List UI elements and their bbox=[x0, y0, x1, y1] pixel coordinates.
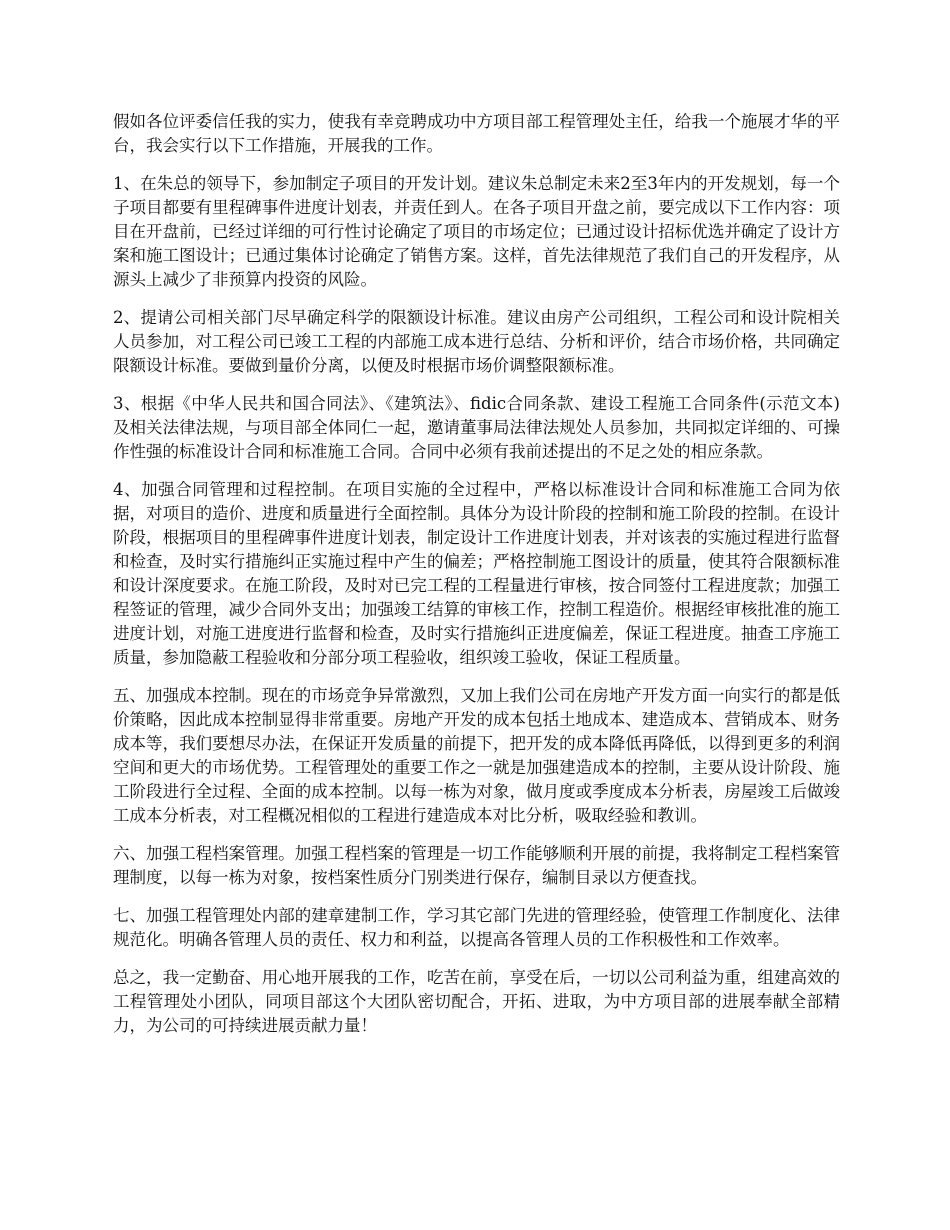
paragraph-conclusion: 总之，我一定勤奋、用心地开展我的工作，吃苦在前，享受在后，一切以公司利益为重，组建高效的工程管理处小团队，同项目部这个大团队密切配合，开拓、进取，为中方项目部的进展奉献全部精力，为公司的可持续进展贡献力量！ bbox=[113, 968, 840, 1035]
paragraph-intro: 假如各位评委信任我的实力，使我有幸竞聘成功中方项目部工程管理处主任，给我一个施展才华的平台，我会实行以下工作措施，开展我的工作。 bbox=[113, 112, 840, 155]
paragraph-item-5: 五、加强成本控制。现在的市场竞争异常激烈，又加上我们公司在房地产开发方面一向实行的都是低价策略，因此成本控制显得非常重要。房地产开发的成本包括土地成本、建造成本、营销成本、财务成本等，我们要想尽办法，在保证开发质量的前提下，把开发的成本降低再降低，以得到更多的利润空间和更大的市场优势。工程管理处的重要工作之一就是加强建造成本的控制，主要从设计阶段、施工阶段进行全过程、全面的成本控制。以每一栋为对象，做月度或季度成本分析表，房屋竣工后做竣工成本分析表，对工程概况相似的工程进行建造成本对比分析，吸取经验和教训。 bbox=[113, 686, 840, 825]
paragraph-item-4: 4、加强合同管理和过程控制。在项目实施的全过程中，严格以标准设计合同和标准施工合同为依据，对项目的造价、进度和质量进行全面控制。具体分为设计阶段的控制和施工阶段的控制。在设计阶段，根据项目的里程碑事件进度计划表，制定设计工作进度计划表，并对该表的实施过程进行监督和检查，及时实行措施纠正实施过程中产生的偏差；严格控制施工图设计的质量，使其符合限额标准和设计深度要求。在施工阶段，及时对已完工程的工程量进行审核，按合同签付工程进度款；加强工程签证的管理，减少合同外支出；加强竣工结算的审核工作，控制工程造价。根据经审核批准的施工进度计划，对施工进度进行监督和检查，及时实行措施纠正进度偏差，保证工程进度。抽查工序施工质量，参加隐蔽工程验收和分部分项工程验收，组织竣工验收，保证工程质量。 bbox=[113, 480, 840, 667]
document-body bbox=[113, 110, 840, 1052]
paragraph-item-7: 七、加强工程管理处内部的建章建制工作，学习其它部门先进的管理经验，使管理工作制度化、法律规范化。明确各管理人员的责任、权力和利益，以提高各管理人员的工作积极性和工作效率。 bbox=[113, 906, 840, 949]
paragraph-item-1: 1、在朱总的领导下，参加制定子项目的开发计划。建议朱总制定未来2至3年内的开发规划，每一个子项目都要有里程碑事件进度计划表，并责任到人。在各子项目开盘之前，要完成以下工作内容：项目在开盘前，已经过详细的可行性讨论确定了项目的市场定位；已通过设计招标优选并确定了设计方案和施工图设计；已通过集体讨论确定了销售方案。这样，首先法律规范了我们自己的开发程序，从源头上减少了非预算内投资的风险。 bbox=[113, 174, 840, 289]
paragraph-item-3: 3、根据《中华人民共和国合同法》、《建筑法》、fidic合同条款、建设工程施工合同条件(示范文本)及相关法律法规，与项目部全体同仁一起，邀请董事局法律法规处人员参加，共同拟定详细的、可操作性强的标准设计合同和标准施工合同。合同中必须有我前述提出的不足之处的相应条款。 bbox=[113, 394, 840, 461]
paragraph-item-2: 2、提请公司相关部门尽早确定科学的限额设计标准。建议由房产公司组织，工程公司和设计院相关人员参加，对工程公司已竣工工程的内部施工成本进行总结、分析和评价，结合市场价格，共同确定限额设计标准。要做到量价分离，以便及时根据市场价调整限额标准。 bbox=[113, 308, 840, 375]
paragraph-item-6: 六、加强工程档案管理。加强工程档案的管理是一切工作能够顺利开展的前提，我将制定工程档案管理制度，以每一栋为对象，按档案性质分门别类进行保存，编制目录以方便查找。 bbox=[113, 844, 840, 887]
